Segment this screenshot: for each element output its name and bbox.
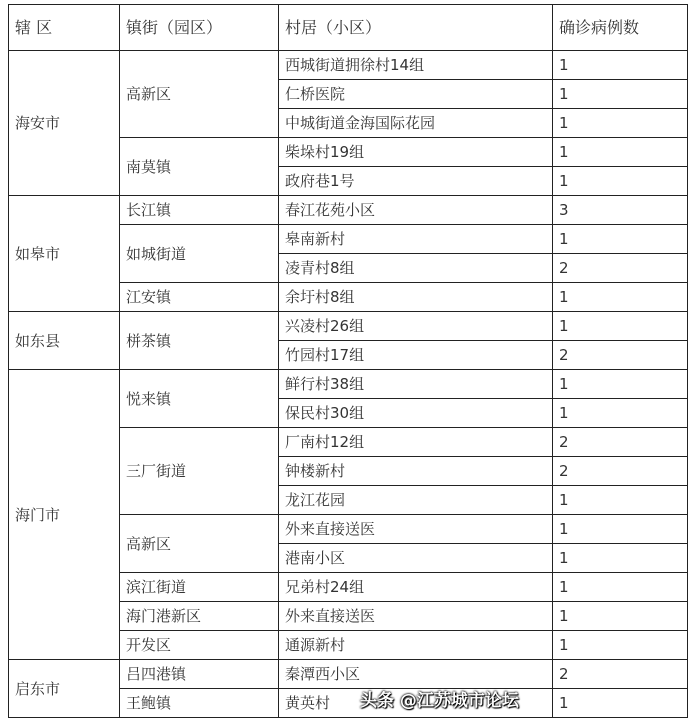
village-cell: 皋南新村	[279, 225, 553, 254]
village-cell: 秦潭西小区	[279, 660, 553, 689]
table-row	[9, 196, 688, 225]
village-cell: 黄英村	[279, 689, 553, 718]
town-cell: 高新区	[120, 51, 279, 138]
cases-cell: 1	[553, 283, 688, 312]
table-row	[9, 51, 688, 80]
cases-cell: 2	[553, 457, 688, 486]
cases-cell: 1	[553, 80, 688, 109]
town-cell: 三厂街道	[120, 428, 279, 515]
village-cell: 通源新村	[279, 631, 553, 660]
town-cell: 王鲍镇	[120, 689, 279, 718]
town-cell: 悦来镇	[120, 370, 279, 428]
cases-cell: 2	[553, 341, 688, 370]
watermark: 头条 @江苏城市论坛	[360, 691, 519, 711]
town-cell: 如城街道	[120, 225, 279, 283]
district-cell: 如东县	[9, 312, 120, 370]
town-cell: 滨江街道	[120, 573, 279, 602]
village-cell: 厂南村12组	[279, 428, 553, 457]
header-village: 村居（小区）	[279, 5, 553, 51]
cases-cell: 1	[553, 399, 688, 428]
village-cell: 西城街道拥徐村14组	[279, 51, 553, 80]
cases-table	[8, 4, 688, 718]
village-cell: 外来直接送医	[279, 602, 553, 631]
cases-cell: 1	[553, 51, 688, 80]
village-cell: 政府巷1号	[279, 167, 553, 196]
town-cell: 栟茶镇	[120, 312, 279, 370]
table-body	[9, 5, 688, 718]
village-cell: 凌青村8组	[279, 254, 553, 283]
cases-cell: 1	[553, 689, 688, 718]
town-cell: 高新区	[120, 515, 279, 573]
village-cell: 仁桥医院	[279, 80, 553, 109]
cases-cell: 1	[553, 138, 688, 167]
cases-cell: 3	[553, 196, 688, 225]
header-district: 辖 区	[9, 5, 120, 51]
town-cell: 吕四港镇	[120, 660, 279, 689]
town-cell: 长江镇	[120, 196, 279, 225]
town-cell: 江安镇	[120, 283, 279, 312]
cases-cell: 1	[553, 370, 688, 399]
cases-cell: 1	[553, 573, 688, 602]
village-cell: 钟楼新村	[279, 457, 553, 486]
district-cell: 启东市	[9, 660, 120, 718]
town-cell: 开发区	[120, 631, 279, 660]
village-cell: 兴凌村26组	[279, 312, 553, 341]
cases-cell: 2	[553, 428, 688, 457]
village-cell: 保民村30组	[279, 399, 553, 428]
village-cell: 兄弟村24组	[279, 573, 553, 602]
village-cell: 柴垛村19组	[279, 138, 553, 167]
cases-cell: 2	[553, 254, 688, 283]
village-cell: 竹园村17组	[279, 341, 553, 370]
cases-cell: 1	[553, 225, 688, 254]
cases-cell: 1	[553, 167, 688, 196]
header-cases: 确诊病例数	[553, 5, 688, 51]
cases-cell: 1	[553, 631, 688, 660]
table-header-row	[9, 5, 688, 51]
district-cell: 海安市	[9, 51, 120, 196]
cases-cell: 1	[553, 515, 688, 544]
cases-cell: 1	[553, 544, 688, 573]
cases-cell: 1	[553, 602, 688, 631]
town-cell: 南莫镇	[120, 138, 279, 196]
village-cell: 中城街道金海国际花园	[279, 109, 553, 138]
village-cell: 外来直接送医	[279, 515, 553, 544]
cases-cell: 2	[553, 660, 688, 689]
table-row	[9, 660, 688, 689]
village-cell: 港南小区	[279, 544, 553, 573]
town-cell: 海门港新区	[120, 602, 279, 631]
cases-cell: 1	[553, 486, 688, 515]
table-row	[9, 370, 688, 399]
district-cell: 如皋市	[9, 196, 120, 312]
village-cell: 鲜行村38组	[279, 370, 553, 399]
table-row	[9, 312, 688, 341]
village-cell: 春江花苑小区	[279, 196, 553, 225]
village-cell: 余圩村8组	[279, 283, 553, 312]
cases-cell: 1	[553, 312, 688, 341]
cases-cell: 1	[553, 109, 688, 138]
village-cell: 龙江花园	[279, 486, 553, 515]
header-town: 镇街（园区）	[120, 5, 279, 51]
district-cell: 海门市	[9, 370, 120, 660]
